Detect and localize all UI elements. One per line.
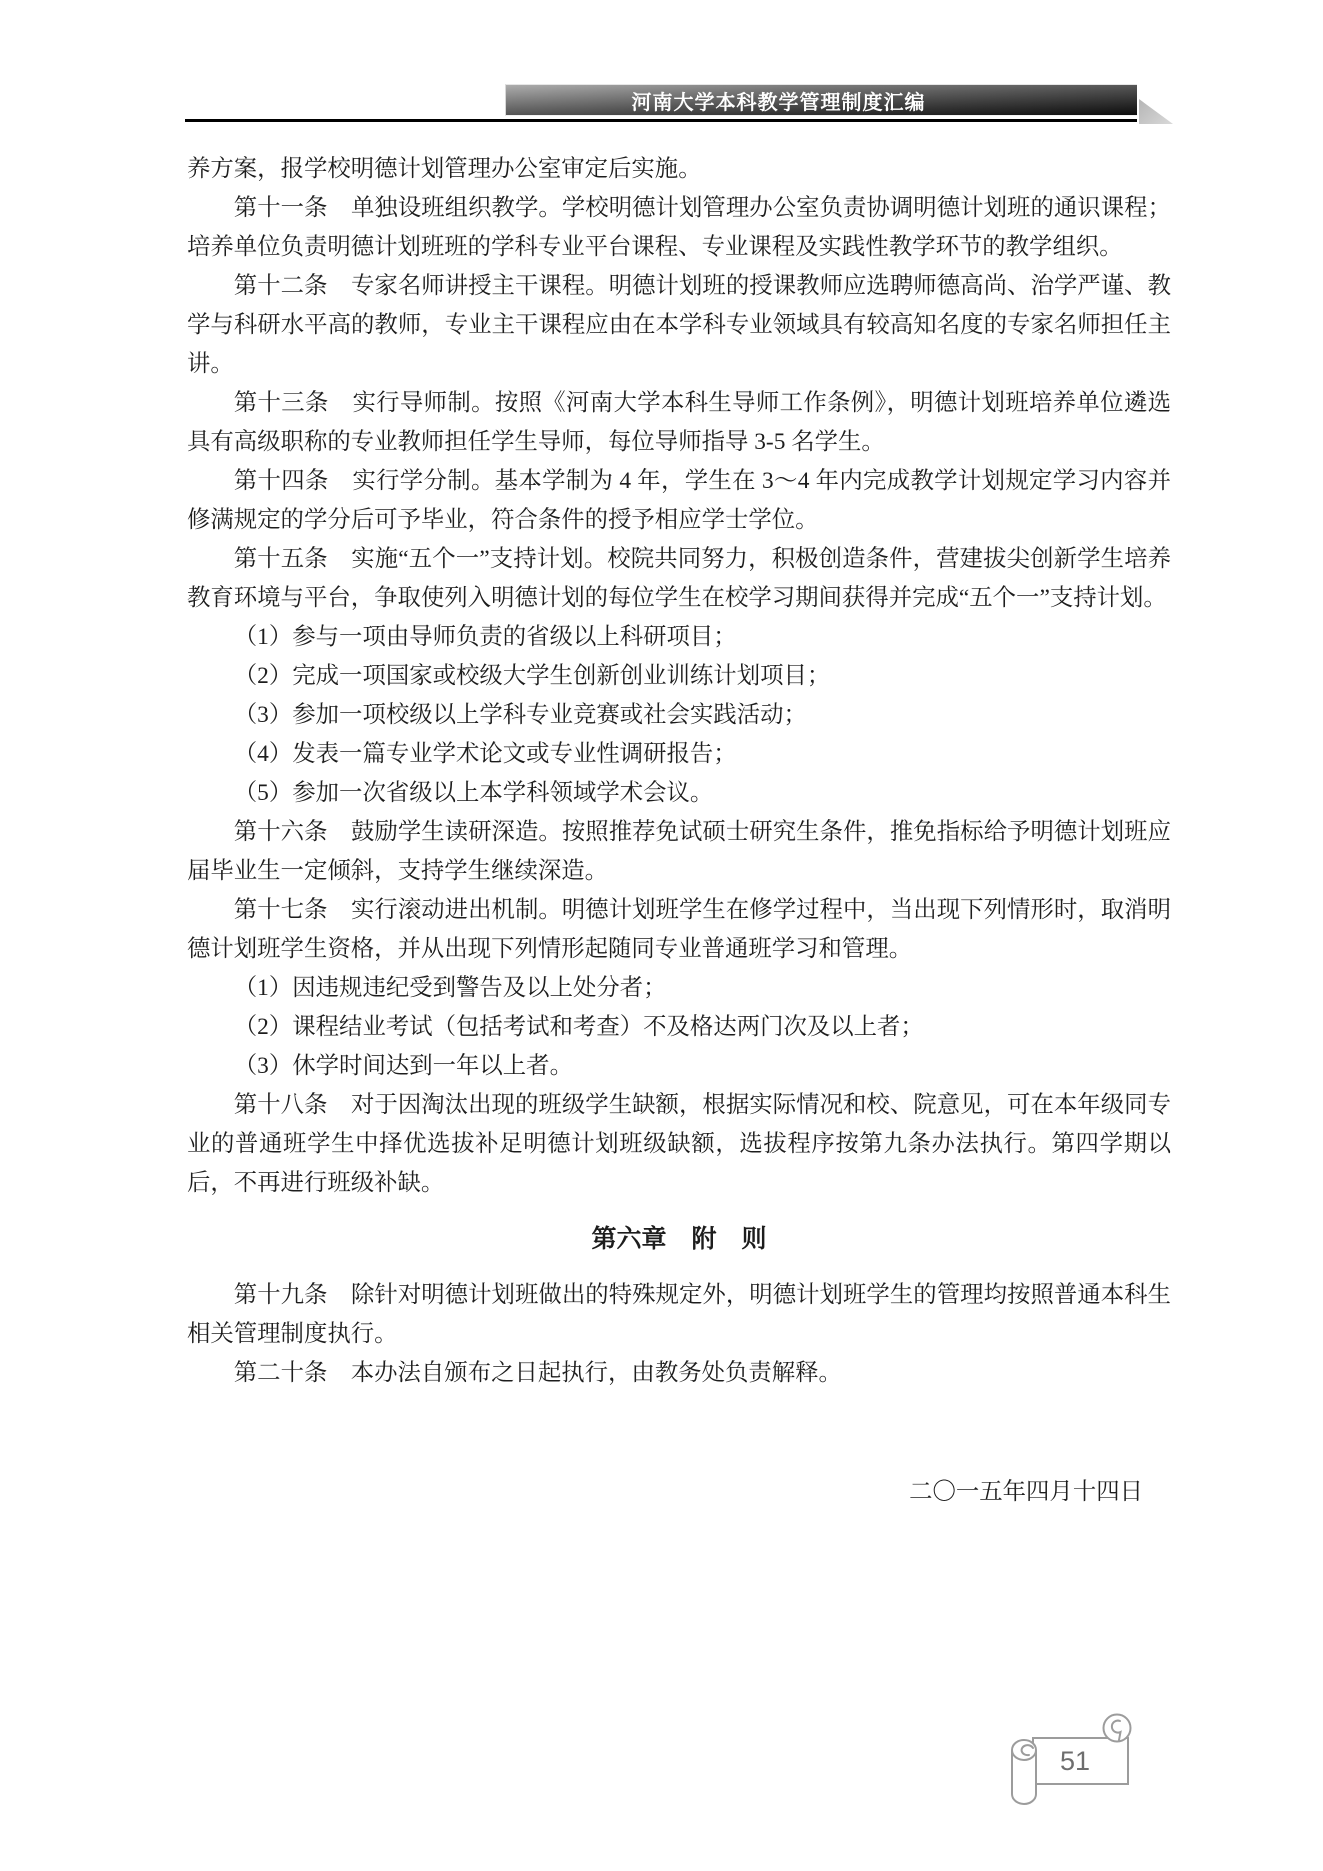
list-item: （2）课程结业考试（包括考试和考查）不及格达两门次及以上者； [233, 1014, 924, 1040]
article-paragraph: 第十一条 单独设班组织教学。学校明德计划管理办公室负责协调明德计划班的通识课程；培养单位负责明德计划班班的学科专业平台课程、专业课程及实践性教学环节的教学组织。 [187, 195, 1171, 260]
scroll-top-roll [1104, 1715, 1131, 1742]
continuation-paragraph: 养方案，报学校明德计划管理办公室审定后实施。 [187, 156, 702, 182]
article-paragraph: 第十七条 实行滚动进出机制。明德计划班学生在修学过程中，当出现下列情形时，取消明德计划班学生资格，并从出现下列情形起随同专业普通班学习和管理。 [187, 897, 1171, 962]
list-item: （3）休学时间达到一年以上者。 [233, 1053, 573, 1079]
list-item: （5）参加一次省级以上本学科领域学术会议。 [233, 780, 714, 806]
article-paragraph: 第十四条 实行学分制。基本学制为 4 年，学生在 3～4 年内完成教学计划规定学习内容并修满规定的学分后可予毕业，符合条件的授予相应学士学位。 [187, 468, 1171, 533]
date-line: 二〇一五年四月十四日 [909, 1479, 1143, 1505]
scroll-left-roll [1012, 1740, 1036, 1760]
page-number-scroll-icon [1003, 1712, 1133, 1812]
header-corner-fold-icon [1139, 99, 1173, 124]
page-number: 51 [1059, 1746, 1091, 1776]
article-paragraph: 第十九条 除针对明德计划班做出的特殊规定外，明德计划班学生的管理均按照普通本科生相关管理制度执行。 [187, 1282, 1171, 1347]
list-item: （1）参与一项由导师负责的省级以上科研项目； [233, 624, 737, 650]
header-banner-title: 河南大学本科教学管理制度汇编 [631, 91, 926, 114]
chapter-heading: 第六章 附 则 [591, 1226, 767, 1253]
list-item: （3）参加一项校级以上学科专业竞赛或社会实践活动； [233, 702, 807, 728]
article-paragraph: 第十三条 实行导师制。按照《河南大学本科生导师工作条例》，明德计划班培养单位遴选具有高级职称的专业教师担任学生导师，每位导师指导 3-5 名学生。 [187, 390, 1171, 455]
list-item: （2）完成一项国家或校级大学生创新创业训练计划项目； [233, 663, 831, 689]
list-item: （1）因违规违纪受到警告及以上处分者； [233, 975, 667, 1001]
article-paragraph: 第二十条 本办法自颁布之日起执行，由教务处负责解释。 [233, 1360, 842, 1386]
header-rule [185, 119, 1137, 122]
article-paragraph: 第十二条 专家名师讲授主干课程。明德计划班的授课教师应选聘师德高尚、治学严谨、教学与科研水平高的教师，专业主干课程应由在本学科专业领域具有较高知名度的专家名师担任主讲。 [187, 273, 1171, 377]
article-paragraph: 第十六条 鼓励学生读研深造。按照推荐免试硕士研究生条件，推免指标给予明德计划班应届毕业生一定倾斜，支持学生继续深造。 [187, 819, 1171, 884]
article-paragraph: 第十五条 实施“五个一”支持计划。校院共同努力，积极创造条件，营建拔尖创新学生培养教育环境与平台，争取使列入明德计划的每位学生在校学习期间获得并完成“五个一”支持计划。 [187, 546, 1171, 611]
list-item: （4）发表一篇专业学术论文或专业性调研报告； [233, 741, 737, 767]
article-paragraph: 第十八条 对于因淘汰出现的班级学生缺额，根据实际情况和校、院意见，可在本年级同专业的普通班学生中择优选拔补足明德计划班级缺额，选拔程序按第九条办法执行。第四学期以后，不再进行班级补缺。 [187, 1092, 1171, 1196]
header-banner [505, 84, 1137, 116]
document-body [187, 150, 1171, 1512]
